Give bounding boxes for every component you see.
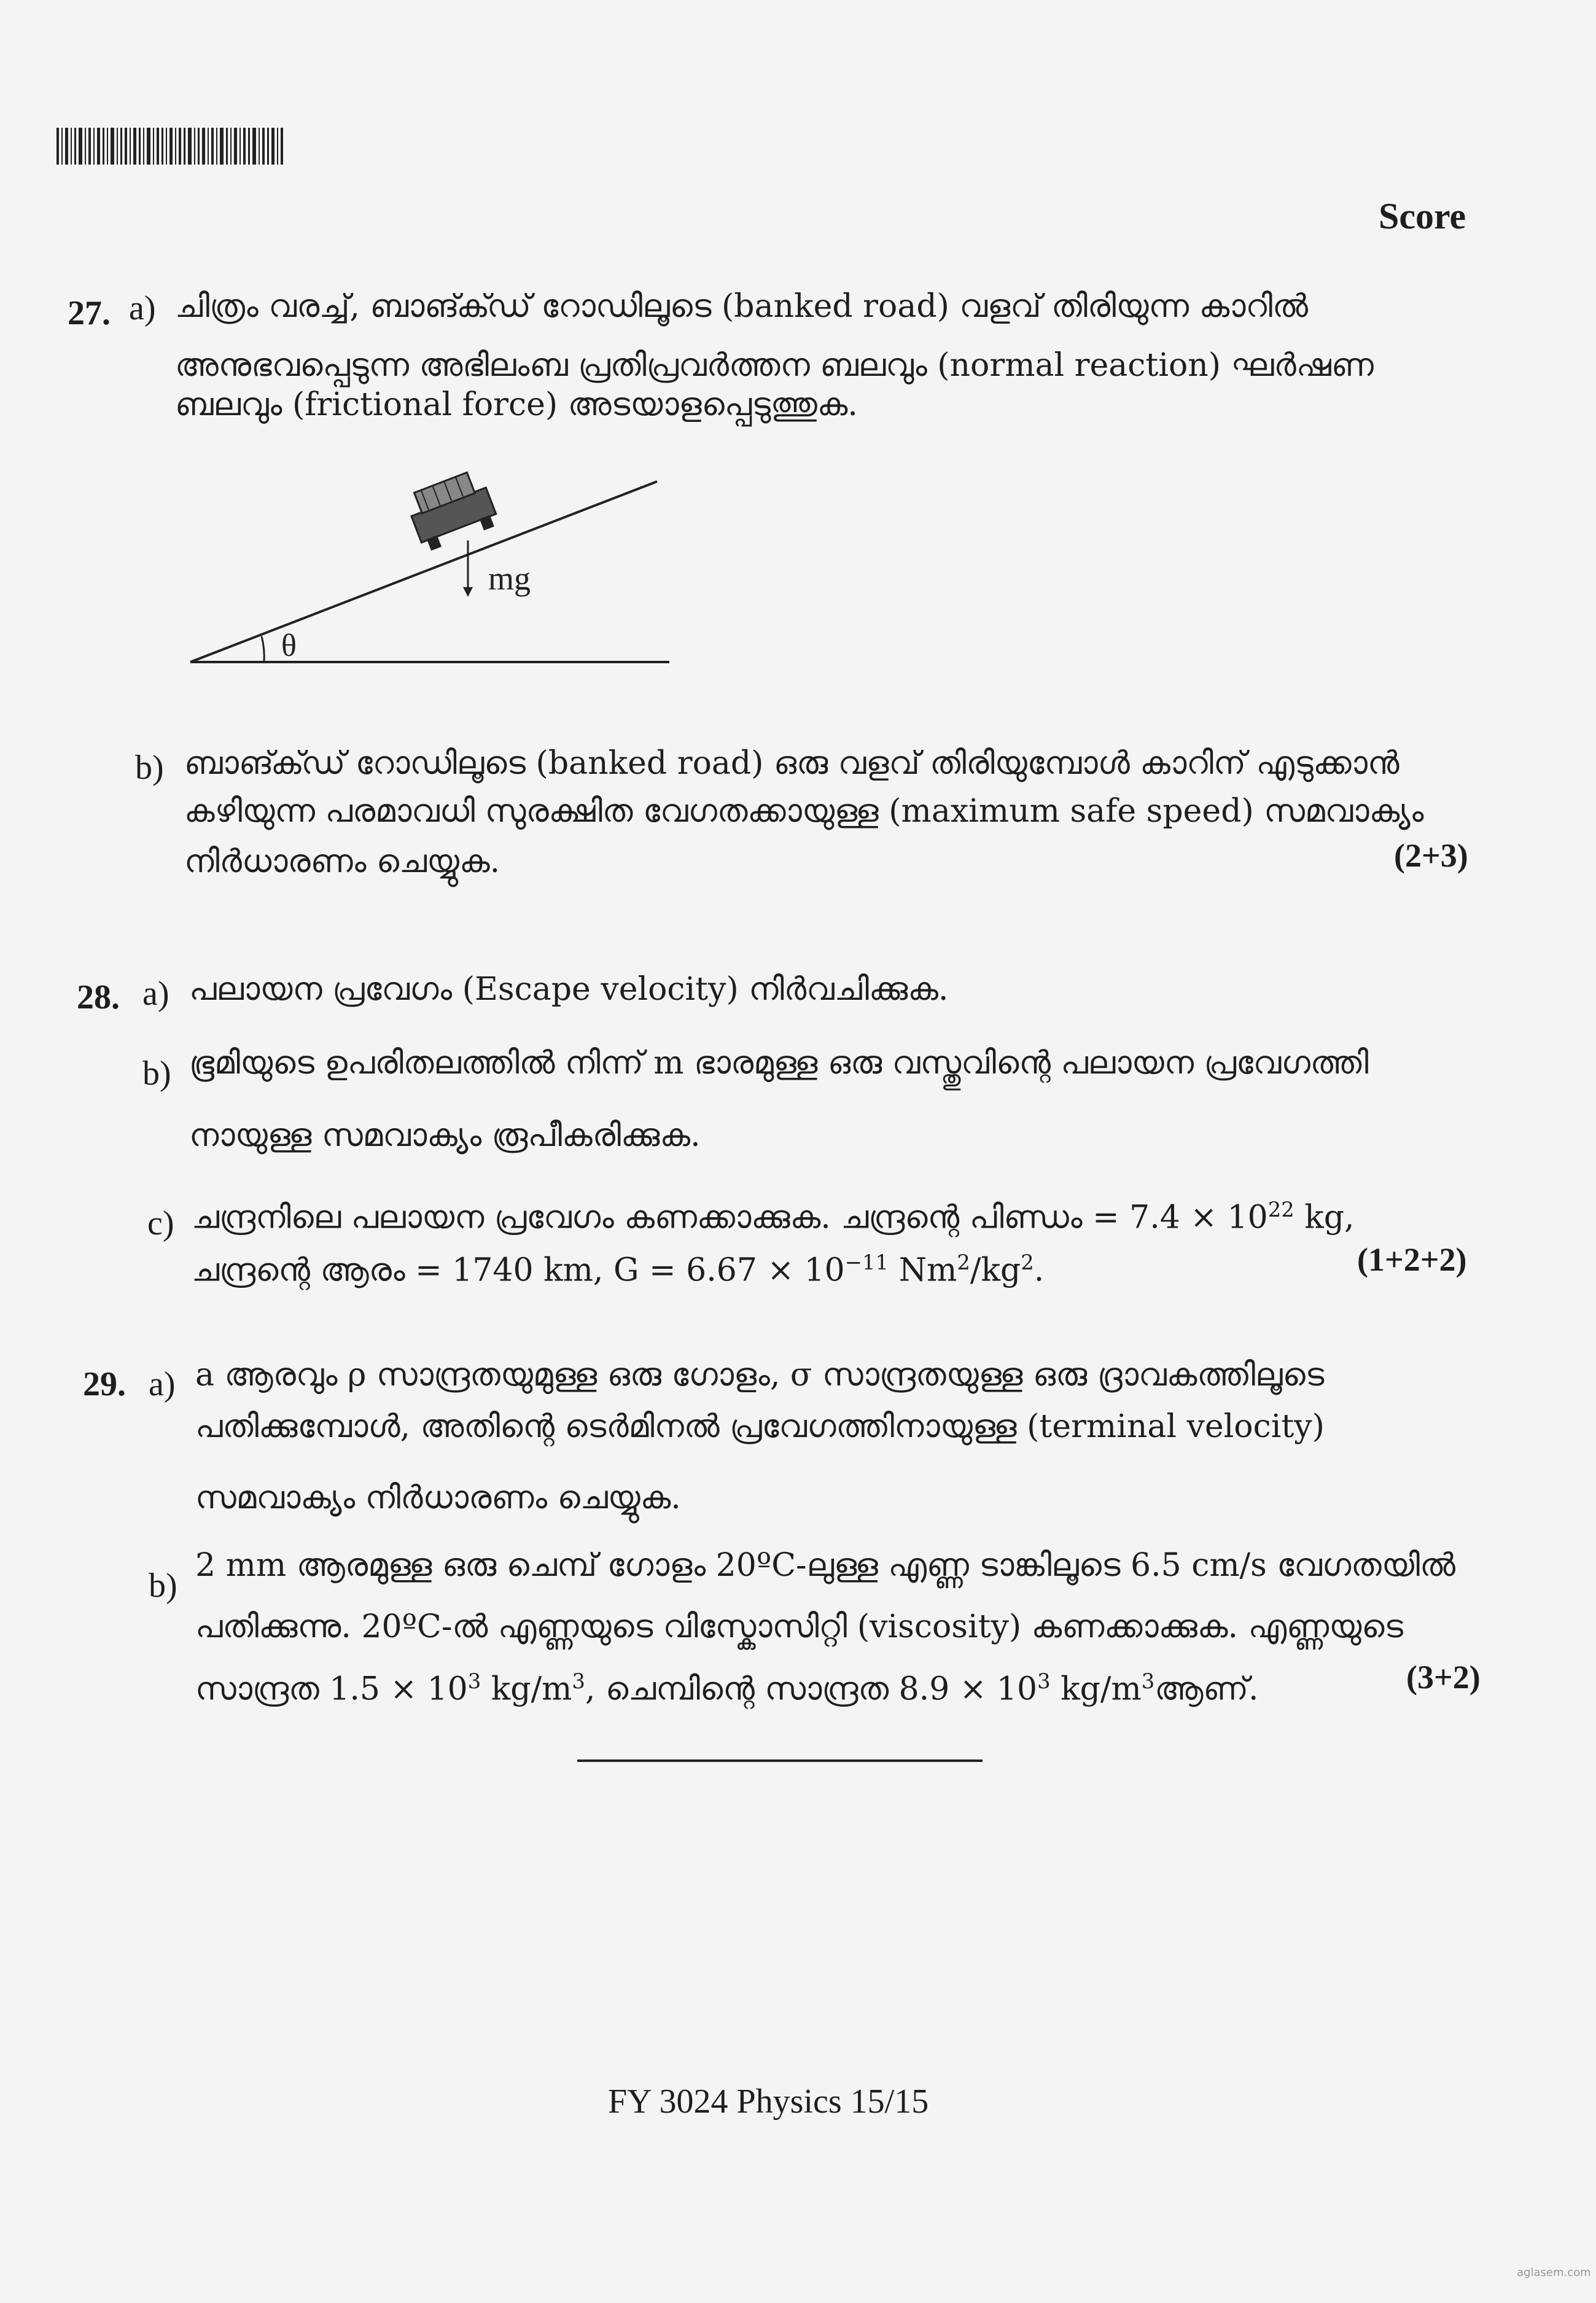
q29a-line-2: പതിക്കുമ്പോൾ, അതിന്റെ ടെർമിനൽ പ്രവേഗത്തിനായുള്ള (terminal velocity) [195, 1408, 1325, 1445]
q27b-line-2: കഴിയുന്ന പരമാവധി സുരക്ഷിത വേഗതക്കായുള്ള (maximum safe speed) സമവാക്യം [184, 793, 1424, 830]
q29b-line-3: സാന്ദ്രത $1.5 \times 10^3$ $kg/m^3$, ചെമ്പിന്റെ സാന്ദ്രത $8.9 \times 10^3$ $kg/m^3ആണ്$. [195, 1669, 1259, 1708]
q27a-line-3: ബലവും (frictional force) അടയാളപ്പെടുത്തുക. [175, 386, 858, 423]
q28-part-c-label: c) [147, 1204, 174, 1242]
end-divider [577, 1759, 983, 1762]
q27a-line-1: ചിത്രം വരച്ച്, ബാങ്ക്ഡ് റോഡിലൂടെ (banked road) വളവ് തിരിയുന്ന കാറിൽ [175, 288, 1309, 325]
weight-arrowhead [463, 587, 473, 597]
q27-part-a-label: a) [129, 289, 156, 327]
q28b-line-2: നായുള്ള സമവാക്യം രൂപീകരിക്കുക. [189, 1117, 701, 1154]
car-icon [404, 468, 500, 553]
q27-marks: (2+3) [1394, 837, 1468, 874]
angle-label: θ [281, 628, 297, 663]
q29b-line-1: 2 mm ആരമുള്ള ഒരു ചെമ്പ് ഗോളം 20ºC-ലുള്ള എണ്ണ ടാങ്കിലൂടെ 6.5 cm/s വേഗതയിൽ [195, 1547, 1456, 1584]
question-number-28: 28. [77, 978, 120, 1016]
q28-marks: (1+2+2) [1357, 1241, 1467, 1278]
page-footer: FY 3024 Physics 15/15 [608, 2083, 929, 2121]
q29b-line-2: പതിക്കുന്നു. 20ºC-ൽ എണ്ണയുടെ വിസ്കോസിറ്റി (viscosity) കണക്കാക്കുക. എണ്ണയുടെ [195, 1608, 1403, 1645]
barcode-icon [56, 97, 290, 165]
q29a-line-1: a ആരവും ρ സാന്ദ്രതയുമുള്ള ഒരു ഗോളം, σ സാന്ദ്രതയുള്ള ഒരു ദ്രാവകത്തിലൂടെ [195, 1357, 1325, 1393]
q29-part-a-label: a) [149, 1365, 176, 1403]
q27-part-b-label: b) [135, 749, 164, 787]
q28a-line-1: പലായന പ്രവേഗം (Escape velocity) നിർവചിക്കുക. [189, 971, 949, 1008]
question-number-29: 29. [83, 1365, 126, 1403]
score-label: Score [1379, 196, 1466, 236]
q29-part-b-label: b) [149, 1567, 177, 1605]
q27b-line-1: ബാങ്ക്ഡ് റോഡിലൂടെ (banked road) ഒരു വളവ് തിരിയുമ്പോൾ കാറിന് എടുക്കാൻ [184, 745, 1399, 782]
q29-marks: (3+2) [1406, 1659, 1481, 1696]
question-number-27: 27. [68, 294, 111, 332]
weight-label: mg [488, 560, 531, 597]
q28c-line-1: ചന്ദ്രനിലെ പലായന പ്രവേഗം കണക്കാക്കുക. ചന്ദ്രന്റെ പിണ്ഡം = $7.4 \times 10^{22}$ kg, [192, 1198, 1355, 1236]
q28c-line-2: ചന്ദ്രന്റെ ആരം = 1740 km, $G = 6.67 \times 10^{-11}$ $Nm^2/kg^2$. [192, 1250, 1045, 1289]
q28b-line-1: ഭൂമിയുടെ ഉപരിതലത്തിൽ നിന്ന് m ഭാരമുള്ള ഒരു വസ്തുവിന്റെ പലായന പ്രവേഗത്തി [189, 1045, 1369, 1081]
q28-part-b-label: b) [142, 1054, 171, 1093]
banked-road-figure [184, 467, 675, 676]
q28-part-a-label: a) [142, 975, 169, 1013]
q29a-line-3: സമവാക്യം നിർധാരണം ചെയ്യുക. [195, 1479, 681, 1516]
q27a-line-2: അനുഭവപ്പെടുന്ന അഭിലംബ പ്രതിപ്രവർത്തന ബലവും (normal reaction) ഘർഷണ [175, 347, 1374, 384]
angle-arc [262, 636, 264, 662]
watermark: aglasem.com [1517, 2266, 1591, 2279]
q27b-line-3: നിർധാരണം ചെയ്യുക. [184, 843, 500, 880]
